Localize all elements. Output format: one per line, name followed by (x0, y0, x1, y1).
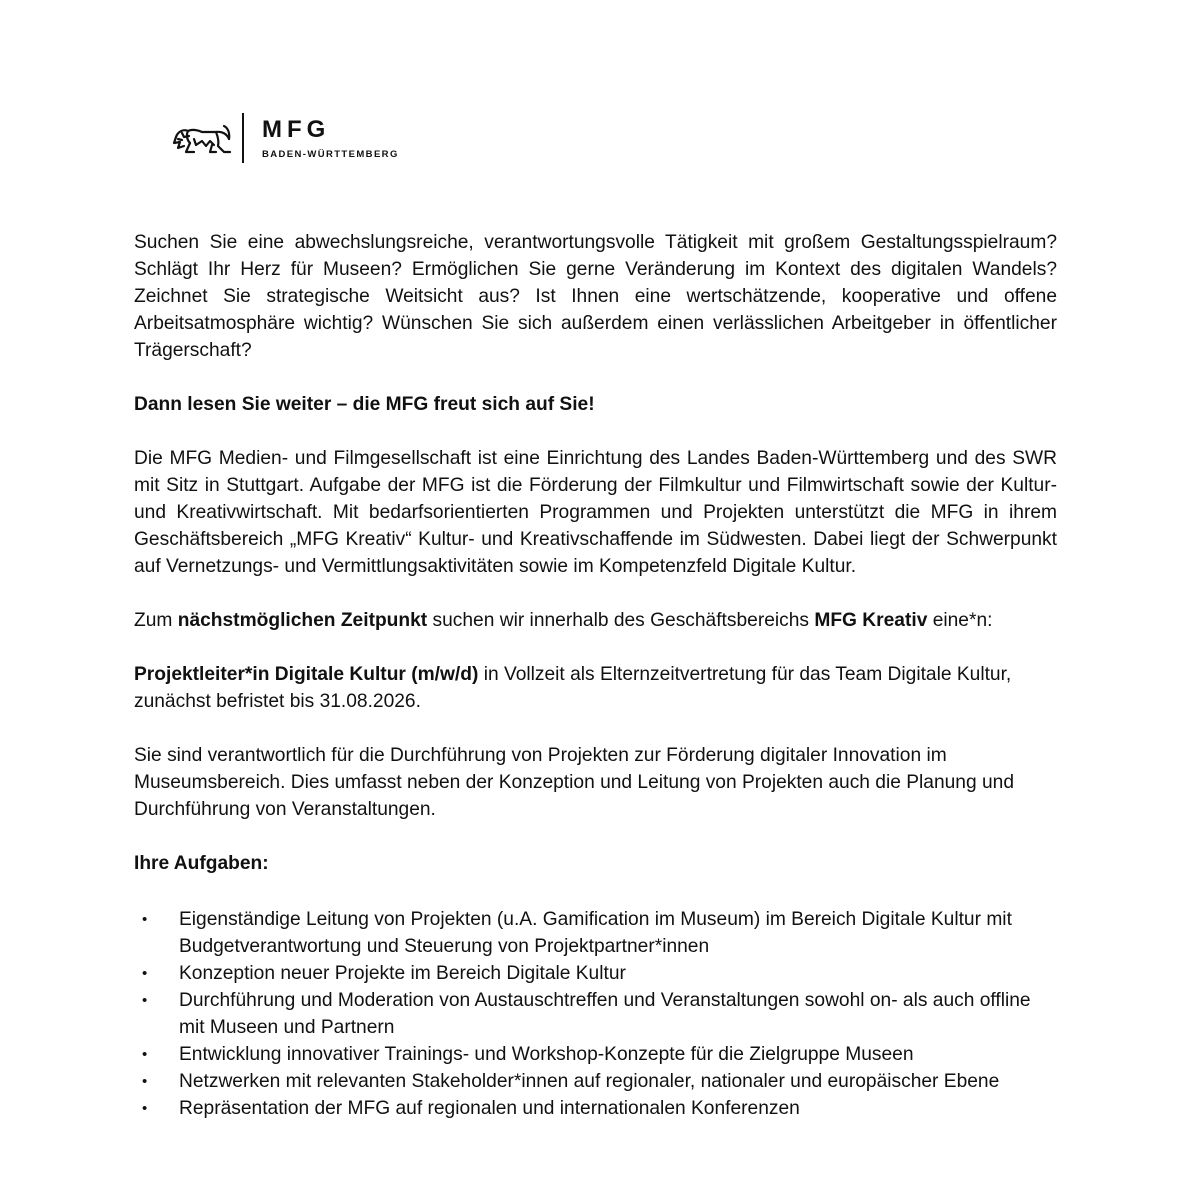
callout: Dann lesen Sie weiter – die MFG freut sich auf Sie! (134, 394, 595, 415)
search-timing: nächstmöglichen Zeitpunkt (177, 610, 428, 631)
bullet-icon: • (142, 965, 148, 982)
tasks-list (134, 906, 1057, 1122)
bullet-icon: • (142, 992, 148, 1009)
task-item (134, 1095, 1057, 1122)
task-text: Entwicklung innovativer Trainings- und Workshop-Konzepte für die Zielgruppe Museen (179, 1044, 914, 1065)
task-text: Netzwerken mit relevanten Stakeholder*innen auf regionaler, nationaler und europäischer Ebene (179, 1071, 1000, 1092)
about-paragraph: Die MFG Medien- und Filmgesellschaft ist eine Einrichtung des Landes Baden-Württemberg und des SWR mit Sitz in Stuttgart. Aufgabe der MFG ist die Förderung der Filmkultur und Filmwirtschaft sowie der Kultur- und Kreativwirtschaft. Mit bedarfsorientierten Programmen und Projekten unterstützt die MFG in ihrem Geschäftsbereich „MFG Kreativ“ Kultur- und Kreativschaffende im Südwesten. Dabei liegt der Schwerpunkt auf Vernetzungs- und Vermittlungsaktivitäten sowie im Kompetenzfeld Digitale Kultur. (134, 448, 1057, 577)
task-item (134, 1068, 1057, 1095)
bullet-icon: • (142, 1073, 148, 1090)
search-division: MFG Kreativ (814, 610, 928, 631)
lion-icon (172, 119, 232, 159)
tasks-heading: Ihre Aufgaben: (134, 853, 269, 874)
mfg-logo (172, 112, 399, 164)
task-text: Repräsentation der MFG auf regionalen und internationalen Konferenzen (179, 1098, 800, 1119)
bullet-icon: • (142, 1046, 148, 1063)
search-paragraph (134, 607, 1057, 634)
logo-wordmark (262, 117, 399, 160)
logo-name: MFG (262, 115, 331, 143)
task-text: Konzeption neuer Projekte im Bereich Digitale Kultur (179, 963, 626, 984)
position-paragraph (134, 661, 1057, 715)
bullet-icon: • (142, 911, 148, 928)
job-posting (134, 229, 1057, 1122)
logo-region: BADEN-WÜRTTEMBERG (262, 148, 399, 160)
responsibility-paragraph: Sie sind verantwortlich für die Durchführung von Projekten zur Förderung digitaler Innovation im Museumsbereich. Dies umfasst neben der Konzeption und Leitung von Projekten auch die Planung und Durchführung von Veranstaltungen. (134, 745, 1014, 820)
task-item (134, 960, 1057, 987)
task-text: Durchführung und Moderation von Austauschtreffen und Veranstaltungen sowohl on- als auch offline mit Museen und Partnern (179, 990, 1031, 1038)
logo-divider (242, 113, 244, 163)
search-middle: suchen wir innerhalb des Geschäftsbereichs (427, 610, 815, 631)
position-details: in Vollzeit als Elternzeitvertretung für das Team Digitale Kultur, zunächst befristet bis 31.08.2026. (134, 664, 1012, 712)
search-prefix: Zum (134, 610, 178, 631)
task-item (134, 1041, 1057, 1068)
search-suffix: eine*n: (927, 610, 993, 631)
task-item (134, 906, 1057, 960)
position-title: Projektleiter*in Digitale Kultur (m/w/d) (134, 664, 479, 685)
intro-paragraph: Suchen Sie eine abwechslungsreiche, verantwortungsvolle Tätigkeit mit großem Gestaltungsspielraum? Schlägt Ihr Herz für Museen? Ermöglichen Sie gerne Veränderung im Kontext des digitalen Wandels? Zeichnet Sie strategische Weitsicht aus? Ist Ihnen eine wertschätzende, kooperative und offene Arbeitsatmosphäre wichtig? Wünschen Sie sich außerdem einen verlässlichen Arbeitgeber in öffentlicher Trägerschaft? (134, 232, 1057, 361)
task-item (134, 987, 1057, 1041)
task-text: Eigenständige Leitung von Projekten (u.A. Gamification im Museum) im Bereich Digitale Kultur mit Budgetverantwortung und Steuerung von Projektpartner*innen (179, 909, 1012, 957)
bullet-icon: • (142, 1100, 148, 1117)
